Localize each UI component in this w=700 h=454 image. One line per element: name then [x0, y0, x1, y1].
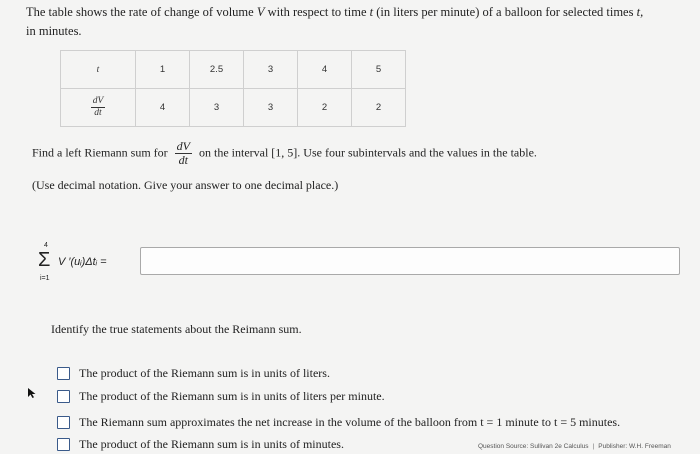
prompt-text-1: The table shows the rate of change of volume: [26, 5, 254, 19]
question-source: [478, 443, 671, 450]
sum-lower-limit: i=1: [40, 275, 50, 282]
prompt-text-3: (in liters per minute) of a balloon for selected times: [376, 5, 634, 19]
question-true-statements: Identify the true statements about the Reimann sum.: [51, 322, 302, 336]
table-cell: 4: [136, 89, 190, 127]
fraction-denominator: dt: [94, 108, 102, 118]
source-text: Question Source: Sullivan 2e Calculus: [478, 443, 589, 450]
table-cell: 2: [352, 89, 406, 127]
fraction-numerator: dV: [176, 139, 190, 153]
fraction-denominator: dt: [178, 153, 188, 167]
instruction-decimal: (Use decimal notation. Give your answer to one decimal place.): [32, 178, 339, 192]
checkbox[interactable]: [57, 367, 70, 380]
table-cell: 5: [352, 51, 406, 89]
option-net-increase[interactable]: [57, 415, 620, 430]
fraction-numerator: dV: [92, 96, 104, 106]
table-cell: 3: [190, 89, 244, 127]
prompt-var-t: t: [369, 5, 374, 19]
source-separator: |: [592, 443, 595, 450]
option-label: The product of the Riemann sum is in units of liters per minute.: [79, 389, 385, 403]
question1-fraction: [175, 140, 192, 167]
answer-input[interactable]: [140, 247, 680, 275]
option-minutes[interactable]: [57, 437, 344, 452]
checkbox[interactable]: [57, 416, 70, 429]
option-liters-per-minute[interactable]: [57, 389, 385, 404]
prompt-var-v: V: [256, 5, 265, 19]
data-table: [60, 50, 406, 127]
table-row-rate: [61, 89, 406, 127]
problem-statement: [26, 3, 686, 41]
dvdt-fraction: [91, 96, 106, 119]
publisher-text: Publisher: W.H. Freeman: [598, 443, 671, 450]
table-row-time: [61, 51, 406, 89]
option-liters[interactable]: [57, 366, 330, 381]
table-cell: 2.5: [190, 51, 244, 89]
table-cell: 1: [136, 51, 190, 89]
table-cell: 2: [298, 89, 352, 127]
table-cell: 3: [244, 89, 298, 127]
sigma-symbol: Σ: [38, 249, 51, 271]
question1-after: on the interval [1, 5]. Use four subintervals and the values in the table.: [199, 145, 537, 160]
option-label: The product of the Riemann sum is in units of liters.: [79, 366, 330, 380]
checkbox[interactable]: [57, 438, 70, 451]
prompt-text-4: in minutes.: [26, 24, 82, 38]
sum-body: V ′(uᵢ)Δtᵢ =: [58, 256, 107, 268]
table-header-dvdt: [61, 89, 136, 127]
option-label: The Riemann sum approximates the net increase in the volume of the balloon from t = 1 minute to t = 5 minutes.: [79, 415, 621, 429]
table-cell: 3: [244, 51, 298, 89]
prompt-text-2: with respect to time: [267, 5, 367, 19]
prompt-var-t2: t,: [636, 5, 644, 19]
sum-upper-limit: 4: [44, 242, 48, 249]
table-header-t: t: [61, 51, 136, 89]
table-cell: 4: [298, 51, 352, 89]
checkbox[interactable]: [57, 390, 70, 403]
question-riemann-sum: [32, 140, 537, 167]
option-label: The product of the Riemann sum is in units of minutes.: [79, 437, 344, 451]
question1-before: Find a left Riemann sum for: [32, 145, 168, 160]
